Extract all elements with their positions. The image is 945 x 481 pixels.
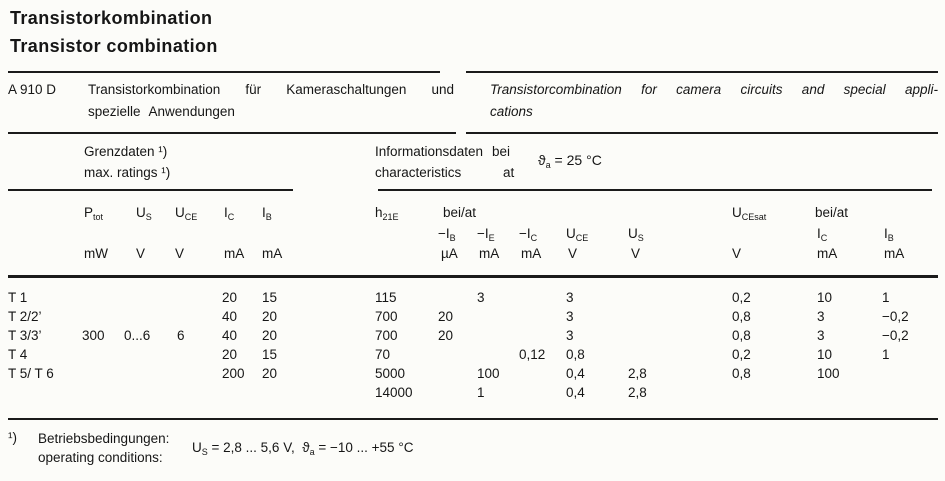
cell: 2,8 bbox=[628, 385, 647, 400]
col-header-minus-ic: $-I_C$ bbox=[519, 226, 538, 243]
table-row-t3 bbox=[0, 328, 945, 347]
rule-table-bottom bbox=[8, 418, 938, 420]
rule-product-left bbox=[8, 132, 456, 134]
cell: 0...6 bbox=[124, 328, 151, 343]
cell: 300 bbox=[82, 328, 105, 343]
cell: 100 bbox=[477, 366, 500, 381]
cell: 115 bbox=[375, 290, 397, 305]
cell: 14000 bbox=[375, 385, 413, 400]
col-header-ucesat: $U_{CEsat}$ bbox=[732, 205, 767, 222]
table-row-t1 bbox=[0, 290, 945, 309]
cell: 20 bbox=[262, 328, 278, 343]
section-info-at: at bbox=[503, 165, 515, 180]
cell: 3 bbox=[817, 309, 825, 324]
col-header-minus-ie: $-I_E$ bbox=[477, 226, 495, 243]
cell: 20 bbox=[222, 290, 238, 305]
cell: 2,8 bbox=[628, 366, 647, 381]
cell-label: T 1 bbox=[8, 290, 28, 305]
page-title-en: Transistor combination bbox=[10, 36, 218, 56]
cell: 0,8 bbox=[566, 347, 585, 362]
theta-symbol: ϑ bbox=[302, 440, 310, 455]
col-unit-ic-right: mA bbox=[817, 246, 838, 261]
cell: 0,8 bbox=[732, 366, 751, 381]
table-row-t2 bbox=[0, 309, 945, 328]
cell: 200 bbox=[222, 366, 245, 381]
col-header-beiat-right: bei/at bbox=[815, 205, 849, 220]
col-header-uce-mid: $U_{CE}$ bbox=[566, 226, 589, 243]
cell: −0,2 bbox=[882, 309, 909, 324]
page-title-de: Transistorkombination bbox=[10, 8, 213, 28]
cell: 40 bbox=[222, 328, 238, 343]
cell: 20 bbox=[262, 309, 278, 324]
cell: 20 bbox=[262, 366, 278, 381]
theta-symbol: ϑ bbox=[538, 152, 546, 168]
cell: 20 bbox=[222, 347, 238, 362]
cell: 3 bbox=[477, 290, 485, 305]
footnote-label-de: Betriebsbedingungen: bbox=[38, 431, 170, 446]
cell-label: T 4 bbox=[8, 347, 28, 362]
table-row-t5-t6-cont bbox=[0, 385, 945, 404]
col-unit-us: V bbox=[136, 246, 146, 261]
cell: 1 bbox=[882, 347, 890, 362]
cell: 5000 bbox=[375, 366, 406, 381]
cell: 3 bbox=[817, 328, 825, 343]
col-unit-minus-ib: µA bbox=[441, 246, 458, 261]
table-row-t5-t6 bbox=[0, 366, 945, 385]
col-header-minus-ib: $-I_B$ bbox=[438, 226, 456, 243]
footnote-conditions: $U_S = 2,8$ ... 5,6 V, $ϑ_a = -10$ ... +55 °C bbox=[192, 440, 414, 457]
col-unit-ib-right: mA bbox=[884, 246, 905, 261]
section-info-de: Informationsdaten bbox=[375, 144, 484, 159]
product-code: A 910 D bbox=[8, 82, 57, 97]
section-ratings-en: max. ratings ¹) bbox=[84, 165, 171, 180]
cell: 1 bbox=[477, 385, 485, 400]
product-desc-en-line1: Transistorcombination for camera circuits and special appli- bbox=[490, 82, 938, 97]
cell: 700 bbox=[375, 328, 398, 343]
cell: 3 bbox=[566, 328, 574, 343]
col-header-ptot: $P_{tot}$ bbox=[84, 205, 104, 222]
cell: 0,8 bbox=[732, 309, 751, 324]
cell-label: T 3/3’ bbox=[8, 328, 42, 343]
footnote-marker: ¹) bbox=[8, 430, 17, 445]
cell: 10 bbox=[817, 347, 833, 362]
cell: 700 bbox=[375, 309, 398, 324]
col-header-us: $U_S$ bbox=[136, 205, 152, 222]
cell: 0,2 bbox=[732, 347, 751, 362]
section-condition: $ϑ_a = 25$ °C bbox=[538, 152, 602, 170]
cell: 100 bbox=[817, 366, 840, 381]
col-unit-ptot: mW bbox=[84, 246, 108, 261]
col-header-us-mid: $U_S$ bbox=[628, 226, 644, 243]
section-info-en: characteristics bbox=[375, 165, 462, 180]
rule-sections-left bbox=[8, 189, 293, 191]
footnote-label-en: operating conditions: bbox=[38, 450, 163, 465]
col-header-ib: $I_B$ bbox=[262, 205, 272, 222]
cell: 1 bbox=[882, 290, 890, 305]
col-unit-uce-mid: V bbox=[568, 246, 578, 261]
cell: 0,8 bbox=[732, 328, 751, 343]
col-header-uce: $U_{CE}$ bbox=[175, 205, 198, 222]
rule-product-right bbox=[466, 132, 938, 134]
rule-header-bottom bbox=[8, 275, 938, 278]
rule-sections-right bbox=[378, 189, 932, 191]
rule-top-left bbox=[8, 71, 440, 73]
col-unit-uce: V bbox=[175, 246, 185, 261]
col-header-beiat-mid: bei/at bbox=[443, 205, 477, 220]
cell: 15 bbox=[262, 290, 278, 305]
cell: −0,2 bbox=[882, 328, 909, 343]
cell: 0,4 bbox=[566, 366, 585, 381]
col-header-ic-right: $I_C$ bbox=[817, 226, 828, 243]
cell: 6 bbox=[177, 328, 185, 343]
rule-top-right bbox=[466, 71, 938, 73]
cell: 20 bbox=[438, 328, 454, 343]
product-desc-en-line2: cations bbox=[490, 104, 533, 119]
cell: 0,12 bbox=[519, 347, 546, 362]
col-unit-ucesat: V bbox=[732, 246, 742, 261]
cell: 15 bbox=[262, 347, 278, 362]
cell: 3 bbox=[566, 290, 574, 305]
cell: 10 bbox=[817, 290, 833, 305]
col-unit-ib: mA bbox=[262, 246, 283, 261]
col-header-h21e: $h_{21E}$ bbox=[375, 205, 399, 222]
cell-label: T 2/2’ bbox=[8, 309, 42, 324]
cell: 40 bbox=[222, 309, 238, 324]
col-unit-ic: mA bbox=[224, 246, 245, 261]
cell: 20 bbox=[438, 309, 454, 324]
col-header-ic: $I_C$ bbox=[224, 205, 235, 222]
product-desc-de-line2: spezielle Anwendungen bbox=[88, 104, 235, 119]
table-row-t4 bbox=[0, 347, 945, 366]
col-unit-minus-ie: mA bbox=[479, 246, 500, 261]
cell: 3 bbox=[566, 309, 574, 324]
cell: 70 bbox=[375, 347, 391, 362]
cell-label: T 5/ T 6 bbox=[8, 366, 54, 381]
section-ratings-de: Grenzdaten ¹) bbox=[84, 144, 168, 159]
col-unit-minus-ic: mA bbox=[521, 246, 542, 261]
section-info-bei: bei bbox=[492, 144, 511, 159]
product-desc-de-line1: Transistorkombination für Kameraschaltungen und bbox=[88, 82, 454, 97]
cell: 0,2 bbox=[732, 290, 751, 305]
col-header-ib-right: $I_B$ bbox=[884, 226, 894, 243]
cell: 0,4 bbox=[566, 385, 585, 400]
col-unit-us-mid: V bbox=[631, 246, 641, 261]
